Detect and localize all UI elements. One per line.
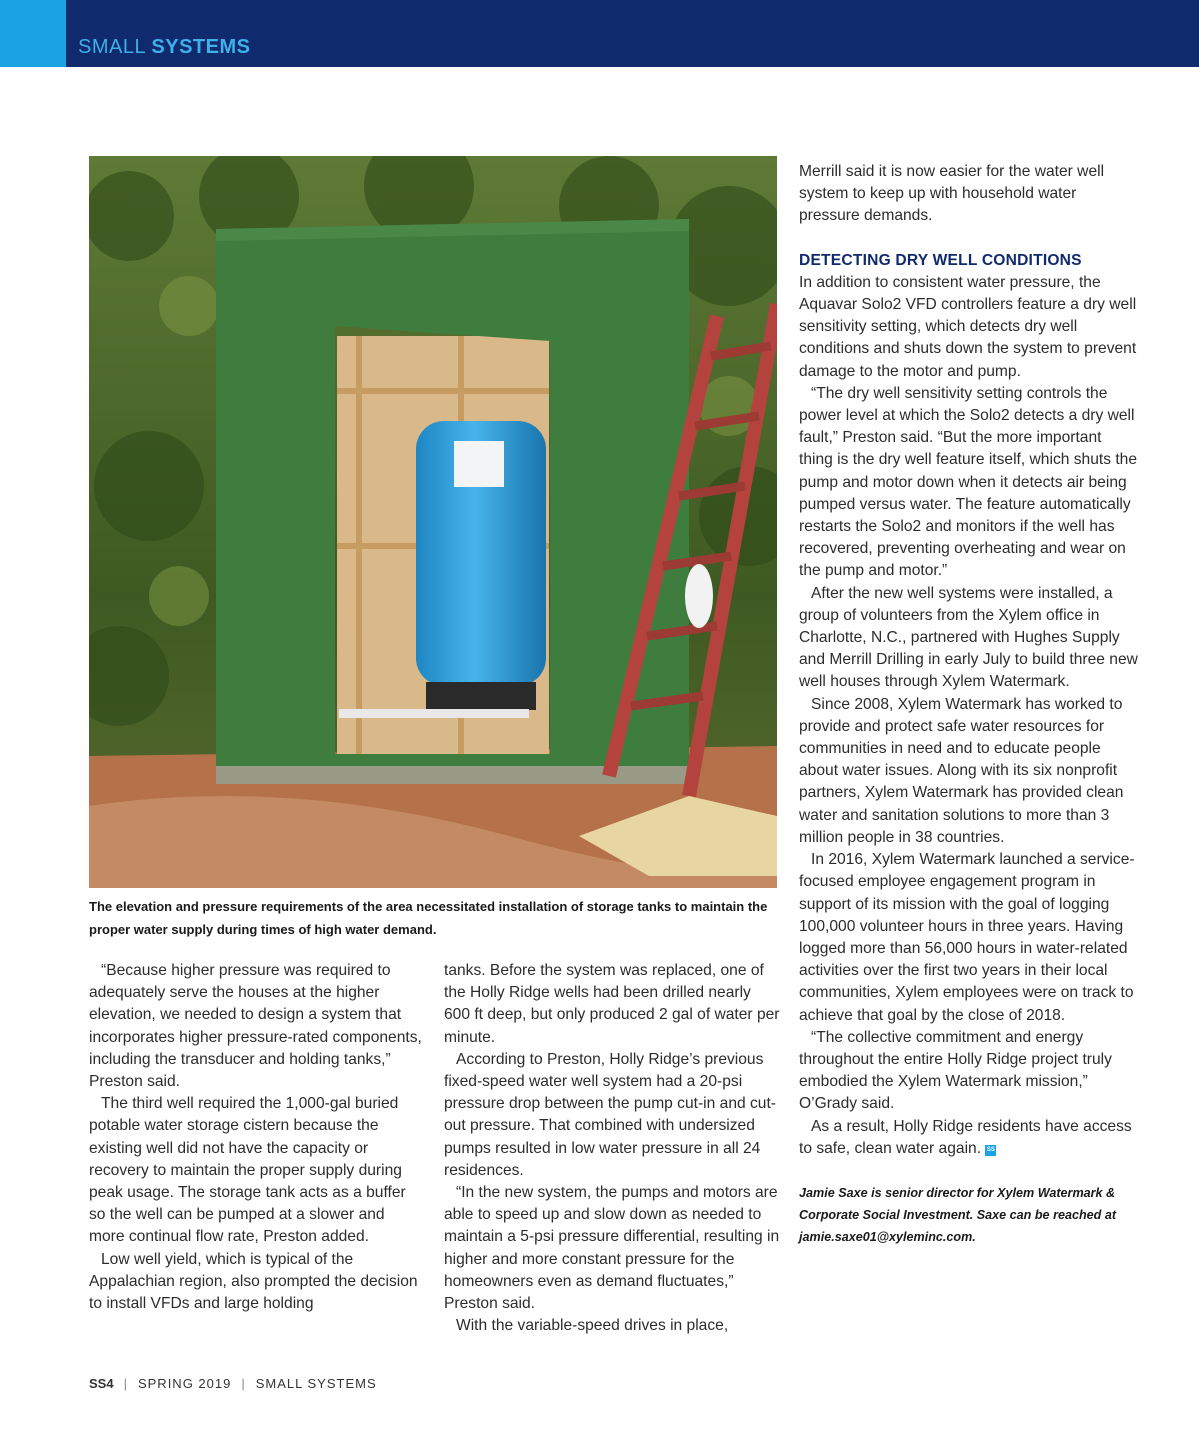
footer-divider: | bbox=[241, 1376, 246, 1391]
subheading: DETECTING DRY WELL CONDITIONS bbox=[799, 251, 1082, 269]
paragraph: “The dry well sensitivity setting controls the power level at which the Solo2 detects a dry well fault,” Preston said. “But the more important thing is the dry well feature itself, which shuts the pump and motor down when it detects air being pumped versus water. The feature automatically restarts the Solo2 and monitors if the well has recovered, preventing overheating and wear on the pump and motor.” bbox=[799, 384, 1138, 580]
end-mark-icon: SS bbox=[985, 1145, 996, 1156]
paragraph: “Because higher pressure was required to adequately serve the houses at the higher elevation, we needed to design a system that incorporates higher pressure-rated components, including the transducer and holding tanks,” Preston said. bbox=[89, 962, 422, 1091]
paragraph: According to Preston, Holly Ridge’s previous fixed-speed water well system had a 20-psi pressure drop between the pump cut-in and cut-out pressure. That combined with undersized pumps resulted in low water pressure in all 24 residences. bbox=[444, 1050, 776, 1179]
paragraph: After the new well systems were installed, a group of volunteers from the Xylem office in Charlotte, N.C., partnered with Hughes Supply and Merrill Drilling in early July to build three new well houses through Xylem Watermark. bbox=[799, 584, 1138, 691]
photo-caption: The elevation and pressure requirements of the area necessitated installation of storage tanks to maintain the proper water supply during times of high water demand. bbox=[89, 899, 768, 937]
section-title bbox=[78, 36, 250, 59]
section-title-bold: SYSTEMS bbox=[151, 36, 251, 58]
section-title-light: SMALL bbox=[78, 36, 146, 58]
paragraph: tanks. Before the system was replaced, one of the Holly Ridge wells had been drilled nearly 600 ft deep, but only produced 2 gal of water per minute. bbox=[444, 962, 780, 1046]
paragraph: The third well required the 1,000-gal buried potable water storage cistern because the existing well did not have the capacity or recovery to maintain the proper supply during peak usage. The storage tank acts as a buffer so the well can be pumped at a slower and more continual flow rate, Preston added. bbox=[89, 1095, 406, 1246]
well-house-photo bbox=[89, 156, 777, 888]
paragraph-text: As a result, Holly Ridge residents have access to safe, clean water again. bbox=[799, 1117, 1132, 1157]
paragraph: Merrill said it is now easier for the water well system to keep up with household water pressure demands. bbox=[799, 163, 1105, 225]
paragraph: Since 2008, Xylem Watermark has worked to provide and protect safe water resources for communities in need and to educate people about water issues. Along with its six nonprofit partners, Xylem Watermark has provided clean water and sanitation solutions to more than 3 million people in 38 countries. bbox=[799, 695, 1124, 846]
header-accent bbox=[0, 0, 66, 67]
page-footer bbox=[89, 1376, 377, 1391]
footer-divider: | bbox=[123, 1376, 128, 1391]
article-column-3 bbox=[799, 161, 1139, 1249]
paragraph: In addition to consistent water pressure, the Aquavar Solo2 VFD controllers feature a dry well sensitivity setting, which detects dry well conditions and shuts down the system to prevent damage to the motor and pump. bbox=[799, 273, 1137, 380]
paragraph: “The collective commitment and energy throughout the entire Holly Ridge project truly embodied the Xylem Watermark mission,” O’Grady said. bbox=[799, 1028, 1112, 1113]
paragraph: In 2016, Xylem Watermark launched a service-focused employee engagement program in support of its mission with the goal of logging 100,000 volunteer hours in three years. Having logged more than 56,000 hours in water-related activities over the first two years in their local communities, Xylem employees were on track to achieve that goal by the close of 2018. bbox=[799, 851, 1135, 1024]
author-bio: Jamie Saxe is senior director for Xylem Watermark & Corporate Social Investment. Saxe can be reached at jamie.saxe01@xyleminc.com. bbox=[799, 1185, 1117, 1245]
paragraph: Low well yield, which is typical of the Appalachian region, also prompted the decision to install VFDs and large holding bbox=[89, 1250, 418, 1313]
issue-date: SPRING 2019 bbox=[137, 1376, 232, 1391]
article-column-1 bbox=[89, 960, 424, 1315]
paragraph: “In the new system, the pumps and motors are able to speed up and slow down as needed to maintain a 5-psi pressure differential, resulting in higher and more constant pressure for the homeowners even as demand fluctuates,” Preston said. bbox=[444, 1184, 780, 1313]
paragraph: With the variable-speed drives in place, bbox=[456, 1317, 729, 1335]
footer-section: SMALL SYSTEMS bbox=[255, 1376, 377, 1391]
final-paragraph bbox=[799, 1116, 1139, 1160]
header-bar bbox=[0, 0, 1199, 67]
page-number: SS4 bbox=[89, 1376, 114, 1391]
article-column-2 bbox=[444, 960, 780, 1337]
